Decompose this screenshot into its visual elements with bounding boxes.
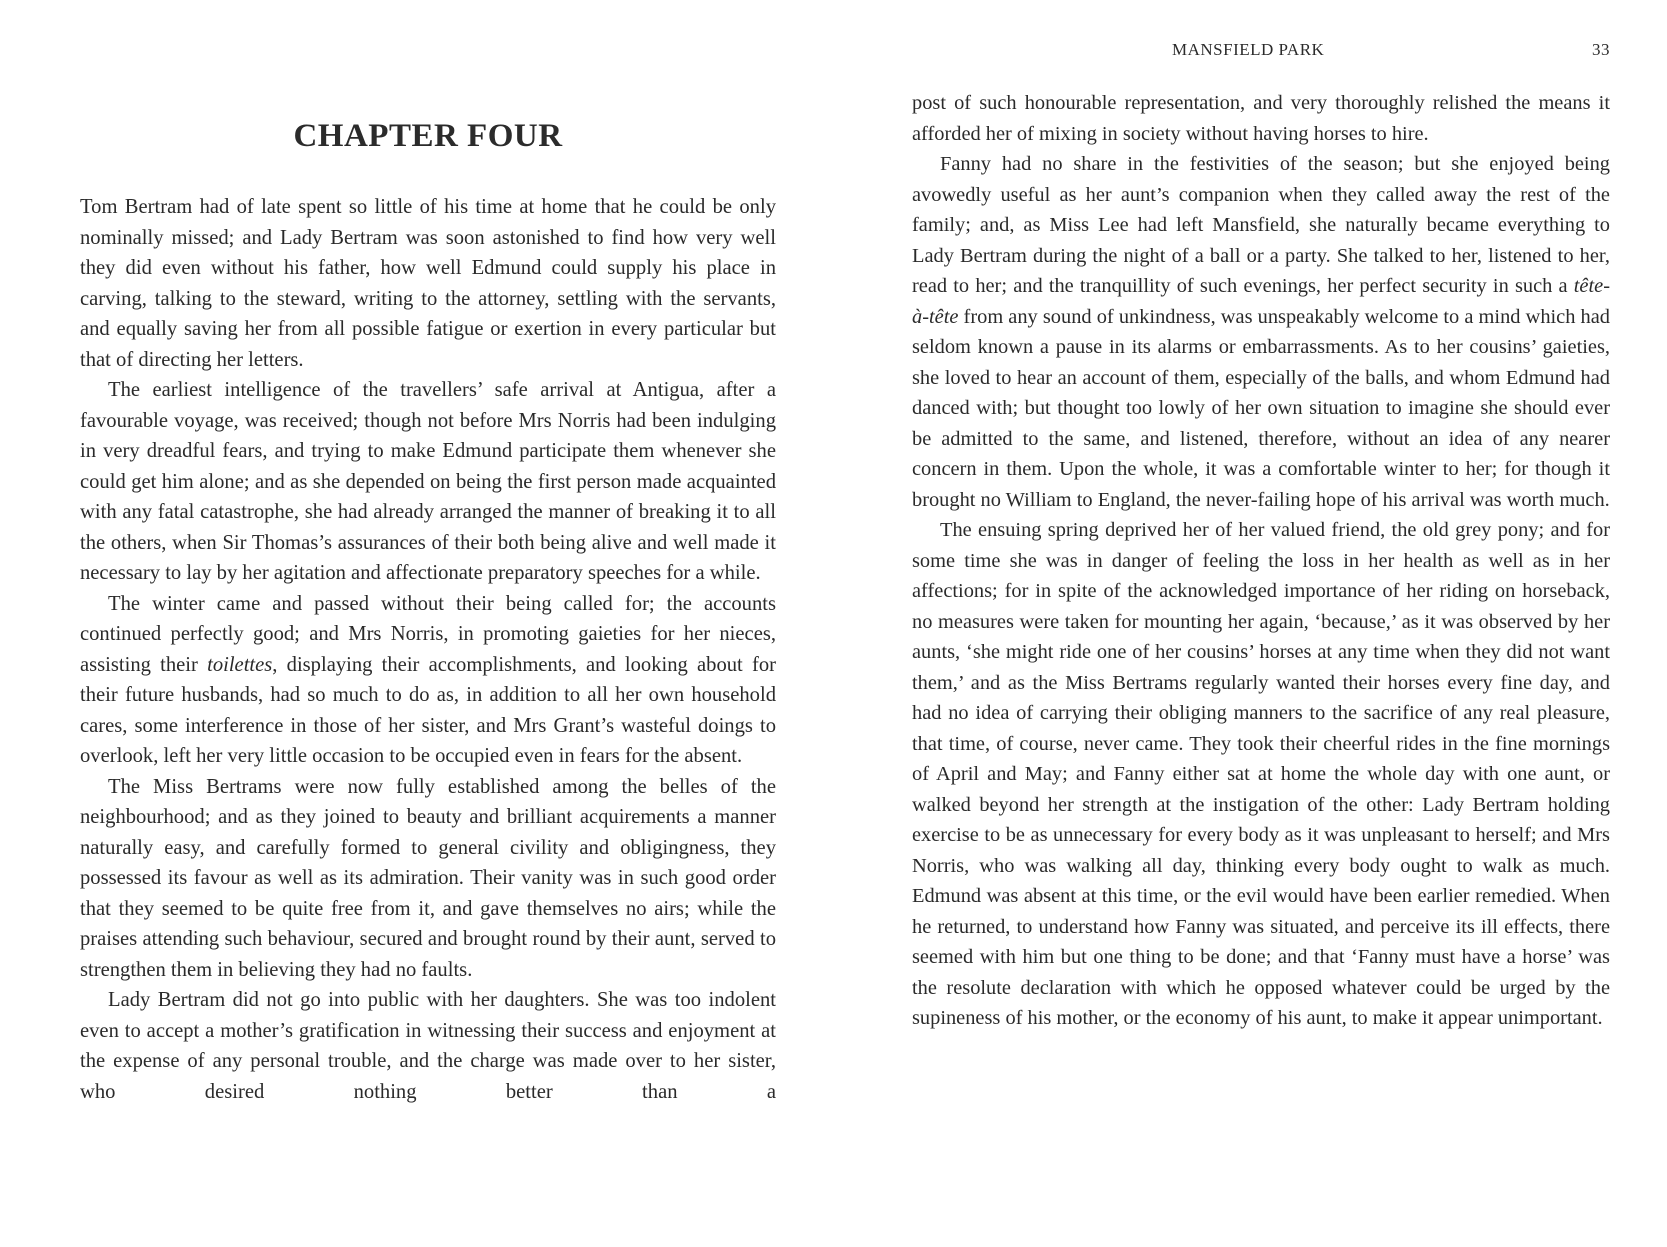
paragraph [80,192,776,375]
paragraph [80,772,776,986]
text-run: Tom Bertram had of late spent so little of his time at home that he could be only nominally missed; and Lady Bertram was soon astonished to find how very well they did even without his father, how well Edmund could supply his place in carving, talking to the steward, writing to the attorney, settling with the servants, and equally saving her from all possible fatigue or exertion in every particular but that of directing her letters. [80,196,776,371]
paragraph [80,589,776,772]
paragraph [912,515,1610,1034]
italic-text: tête-à-tête [912,275,1610,328]
paragraph [80,375,776,589]
text-run: Fanny had no share in the festivities of the season; but she enjoyed being avowedly useful as her aunt’s companion when they called away the rest of the family; and, as Miss Lee had left Mansfield, she naturally became everything to Lady Bertram during the night of a ball or a party. She talked to her, listened to her, read to her; and the tranquillity of such evenings, her perfect security in such a [912,153,1610,297]
text-run: The earliest intelligence of the travellers’ safe arrival at Antigua, after a favourable voyage, was received; though not before Mrs Norris had been indulging in very dreadful fears, and trying to make Edmund participate them whenever she could get him alone; and as she depended on being the first person made acquainted with any fatal catastrophe, she had already arranged the manner of breaking it to all the others, when Sir Thomas’s assurances of their both being alive and well made it necessary to lay by her agitation and affectionate preparatory speeches for a while. [80,379,776,584]
paragraph [80,985,776,1107]
text-run: Lady Bertram did not go into public with her daughters. She was too indolent even to accept a mother’s gratification in witnessing their success and enjoyment at the expense of any personal trouble, and the charge was made over to her sister, who desired nothing better than a [80,989,776,1103]
running-title: MANSFIELD PARK [1172,40,1325,59]
left-body-text [80,192,776,1107]
italic-text: toilettes [207,653,273,676]
text-run: The Miss Bertrams were now fully established among the belles of the neighbourhood; and as they joined to beauty and brilliant acquirements a manner naturally easy, and carefully formed to general civility and obligingness, they possessed its favour as well as its admiration. Their vanity was in such good order that they seemed to be quite free from it, and gave themselves no airs; while the praises attending such behaviour, secured and brought round by their aunt, served to strengthen them in believing they had no faults. [80,775,776,981]
right-body-text [912,88,1610,1034]
text-run: The ensuing spring deprived her of her valued friend, the old grey pony; and for some time she was in danger of feeling the loss in her health as well as in her affections; for in spite of the acknowledged importance of her riding on horseback, no measures were taken for mounting her again, ‘because,’ as it was observed by her aunts, ‘she might ride one of her cousins’ horses at any time when they did not want them,’ and as the Miss Bertrams regularly wanted their horses every fine day, and had no idea of carrying their obliging manners to the sacrifice of any real pleasure, that time, of course, never came. They took their cheerful rides in the fine mornings of April and May; and Fanny either sat at home the whole day with one aunt, or walked beyond her strength at the instigation of the other: Lady Bertram holding exercise to be as unnecessary for every body as it was unpleasant to herself; and Mrs Norris, who was walking all day, thinking every body ought to walk as much. Edmund was absent at this time, or the evil would have been earlier remedied. When he returned, to understand how Fanny was situated, and perceive its ill effects, there seemed with him but one thing to be done; and that ‘Fanny must have a horse’ was the resolute declaration with which he opposed whatever could be urged by the supineness of his mother, or the economy of his aunt, to make it appear unimportant. [912,519,1610,1029]
page-number: 33 [1592,40,1610,59]
text-run: , displaying their accomplishments, and looking about for their future husbands, had so much to do as, in addition to all her own household cares, some interference in those of her sister, and Mrs Grant’s wasteful doings to overlook, left her very little occasion to be occupied even in fears for the absent. [80,653,776,767]
paragraph [912,149,1610,515]
text-run: post of such honourable representation, and very thoroughly relished the means it afforded her of mixing in society without having horses to hire. [912,92,1610,145]
text-run: from any sound of unkindness, was unspeakably welcome to a mind which had seldom known a pause in its alarms or embarrassments. As to her cousins’ gaieties, she loved to hear an account of them, especially of the balls, and whom Edmund had danced with; but thought too lowly of her own situation to imagine she should ever be admitted to the same, and listened, therefore, without an idea of any nearer concern in them. Upon the whole, it was a comfortable winter to her; for though it brought no William to England, the never-failing hope of his arrival was worth much. [912,305,1610,511]
chapter-title: CHAPTER FOUR [293,118,563,154]
running-head [912,40,1610,64]
paragraph [912,88,1610,149]
text-run: The winter came and passed without their being called for; the accounts continued perfectly good; and Mrs Norris, in promoting gaieties for her nieces, assisting their [80,592,776,676]
